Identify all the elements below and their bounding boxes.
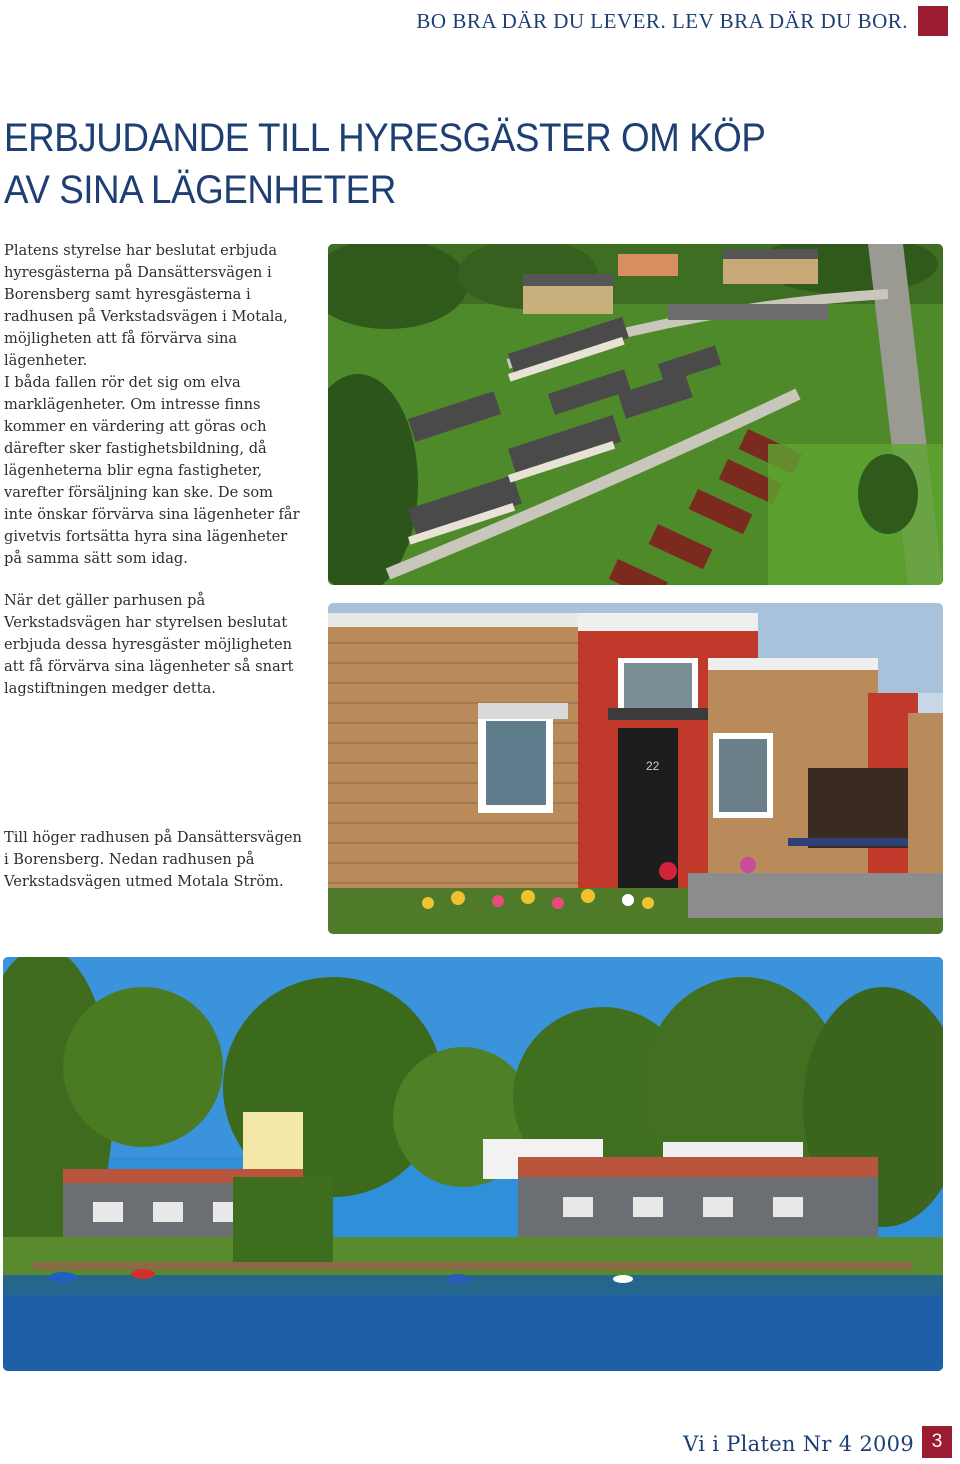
- caption-text: Till höger radhusen på Dansättersvägen i Borensberg. Nedan radhusen på Verkstadsvägen utmed Motala Ström.: [4, 829, 302, 890]
- article-title-line1: ERBJUDANDE TILL HYRESGÄSTER OM KÖP: [4, 116, 766, 160]
- page-header: [0, 4, 960, 38]
- rowhouse-photo-image: [328, 603, 943, 934]
- paragraph-text: Platens styrelse har beslutat erbjuda hyresgästerna på Dansättersvägen i Borensberg samt hyresgästerna i radhusen på Verkstadsvägen i Motala, möjligheten att få förvärva sina lägenheter.: [4, 242, 288, 369]
- article-paragraph-1: [4, 240, 304, 372]
- paragraph-text: I båda fallen rör det sig om elva marklägenheter. Om intresse finns kommer en värdering att göras och därefter sker fastighetsbildning, då lägenheterna blir egna fastigheter, varefter försäljning kan ske. De som inte önskar förvärva sina lägenheter får givetvis fortsätta hyra sina lägenheter på samma sätt som idag.: [4, 374, 300, 567]
- rowhouse-photo: [328, 603, 943, 934]
- article-paragraph-2: [4, 372, 304, 570]
- paragraph-text: När det gäller parhusen på Verkstadsvägen har styrelsen beslutat erbjuda dessa hyresgäster möjligheten att få förvärva sina lägenheter så snart lagstiftningen medger detta.: [4, 592, 294, 697]
- article-title-line2: AV SINA LÄGENHETER: [4, 168, 396, 212]
- header-tagline: BO BRA DÄR DU LEVER. LEV BRA DÄR DU BOR.: [416, 9, 908, 33]
- article-paragraph-3: [4, 590, 304, 700]
- river-photo: [3, 957, 943, 1371]
- header-accent-square: [918, 6, 948, 36]
- photo-caption: [4, 827, 304, 893]
- river-photo-image: [3, 957, 943, 1371]
- house-number: 22: [646, 759, 660, 773]
- aerial-photo: [328, 244, 943, 585]
- aerial-photo-image: [328, 244, 943, 585]
- page-number: 3: [922, 1426, 952, 1458]
- footer-magazine-title: Vi i Platen Nr 4 2009: [683, 1432, 914, 1456]
- article-title: [4, 112, 832, 216]
